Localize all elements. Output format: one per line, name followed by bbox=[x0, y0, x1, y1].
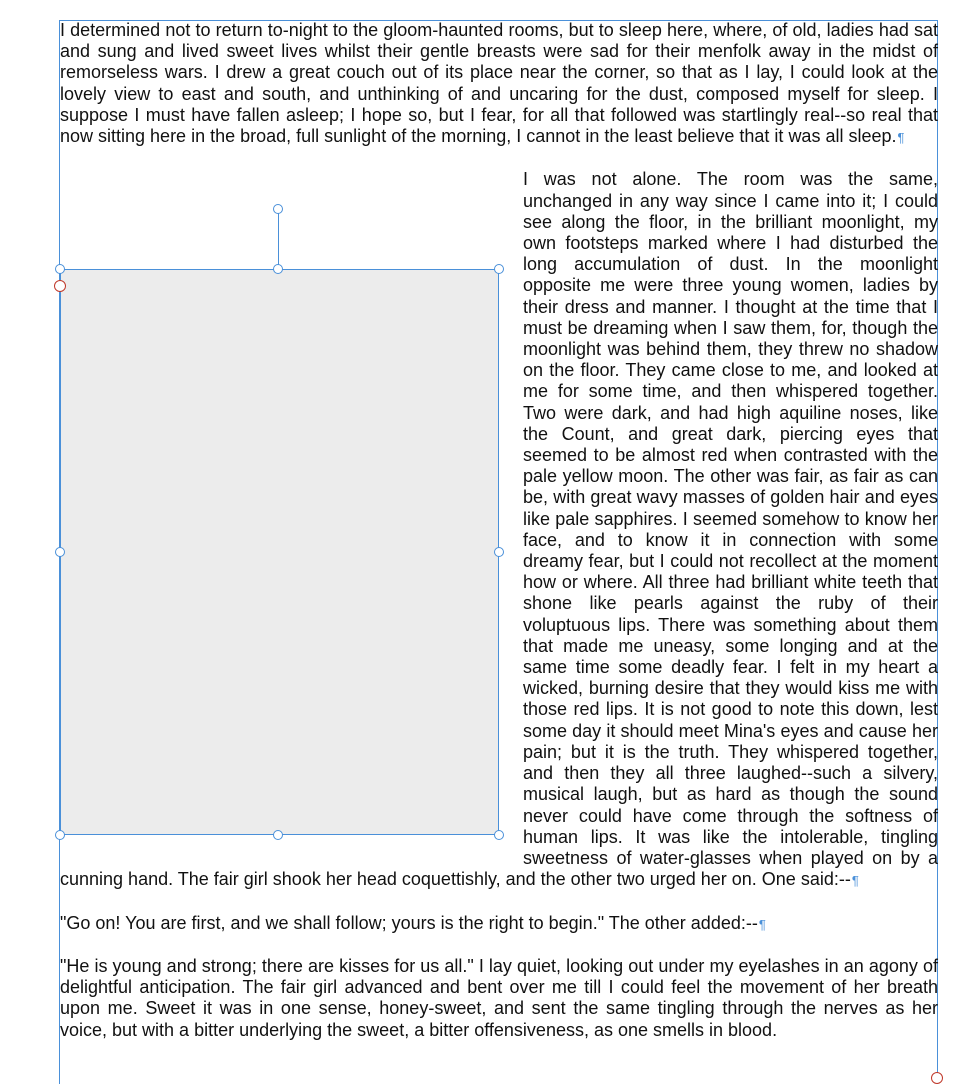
resize-handle-top-left-icon[interactable] bbox=[55, 264, 65, 274]
resize-handle-top-right-icon[interactable] bbox=[494, 264, 504, 274]
anchor-marker-icon[interactable] bbox=[54, 280, 66, 292]
paragraph-2-text: I was not alone. The room was the same, unchanged in any way since I came into it; I could see along the floor, in the brilliant moonlight, my own footsteps marked where I had disturbed the long accumulation of dust. In the moonlight opposite me were three young women, ladies by their dress and manner. I thought at the time that I must be dreaming when I saw them, for, though the moonlight was behind them, they threw no shadow on the floor. They came close to me, and looked at me for some time, and then whispered together. Two were dark, and had high aquiline noses, like the Count, and great dark, piercing eyes that seemed to be almost red when contrasted with the pale yellow moon. The other was fair, as fair as can be, with great wavy masses of golden hair and eyes like pale sapphires. I seemed somehow to know her face, and to know it in connection with some dreamy fear, but I could not recollect at the moment how or where. All three had brilliant white teeth that shone like pearls against the ruby of their voluptuous lips. There was something about them that made me uneasy, some longing and at the same time some deadly fear. I felt in my heart a wicked, burning desire that they would kiss me with those red lips. It is not good to note this down, lest some day it should meet Mina's eyes and cause her pain; but it is the truth. They whispered together, and then they all three laughed--such a silvery, musical laugh, but as hard as though the sound never could have come through the softness of human lips. It was like the intolerable, tingling sweetness of water-glasses when played on by a cunning hand. The fair girl shook her head coquettishly, and the other two urged her on. One said:-- bbox=[60, 169, 938, 890]
image-placeholder-frame[interactable] bbox=[60, 269, 499, 835]
resize-handle-left-icon[interactable] bbox=[55, 547, 65, 557]
resize-handle-top-icon[interactable] bbox=[273, 264, 283, 274]
paragraph-1[interactable] bbox=[60, 20, 938, 148]
rotation-stem bbox=[278, 210, 279, 269]
pilcrow-mark: ¶ bbox=[897, 130, 905, 146]
paragraph-1-text: I determined not to return to-night to the gloom-haunted rooms, but to sleep here, where, of old, ladies had sat and sung and lived sweet lives whilst their gentle breasts were sad for their menfolk away in the midst of remorseless wars. I drew a great couch out of its place near the corner, so that as I lay, I could look at the lovely view to east and south, and unthinking of and uncaring for the dust, composed myself for sleep. I suppose I must have fallen asleep; I hope so, but I fear, for all that followed was startlingly real--so real that now sitting here in the broad, full sunlight of the morning, I cannot in the least believe that it was all sleep. bbox=[60, 20, 938, 147]
paragraph-4[interactable] bbox=[60, 956, 938, 1041]
resize-handle-bottom-right-icon[interactable] bbox=[494, 830, 504, 840]
text-overflow-marker-icon[interactable] bbox=[931, 1072, 943, 1084]
resize-handle-right-icon[interactable] bbox=[494, 547, 504, 557]
resize-handle-bottom-icon[interactable] bbox=[273, 830, 283, 840]
pilcrow-mark: ¶ bbox=[851, 873, 859, 889]
rotate-handle-icon[interactable] bbox=[273, 204, 283, 214]
paragraph-3-text: "Go on! You are first, and we shall follow; yours is the right to begin." The other added:-- bbox=[60, 912, 758, 933]
resize-handle-bottom-left-icon[interactable] bbox=[55, 830, 65, 840]
paragraph-4-text: "He is young and strong; there are kisses for us all." I lay quiet, looking out under my eyelashes in an agony of delightful anticipation. The fair girl advanced and bent over me till I could feel the movement of her breath upon me. Sweet it was in one sense, honey-sweet, and sent the same tingling through the nerves as her voice, but with a bitter underlying the sweet, a bitter offensiveness, as one smells in blood. bbox=[60, 955, 938, 1040]
paragraph-3[interactable] bbox=[60, 913, 938, 935]
pilcrow-mark: ¶ bbox=[758, 916, 766, 932]
